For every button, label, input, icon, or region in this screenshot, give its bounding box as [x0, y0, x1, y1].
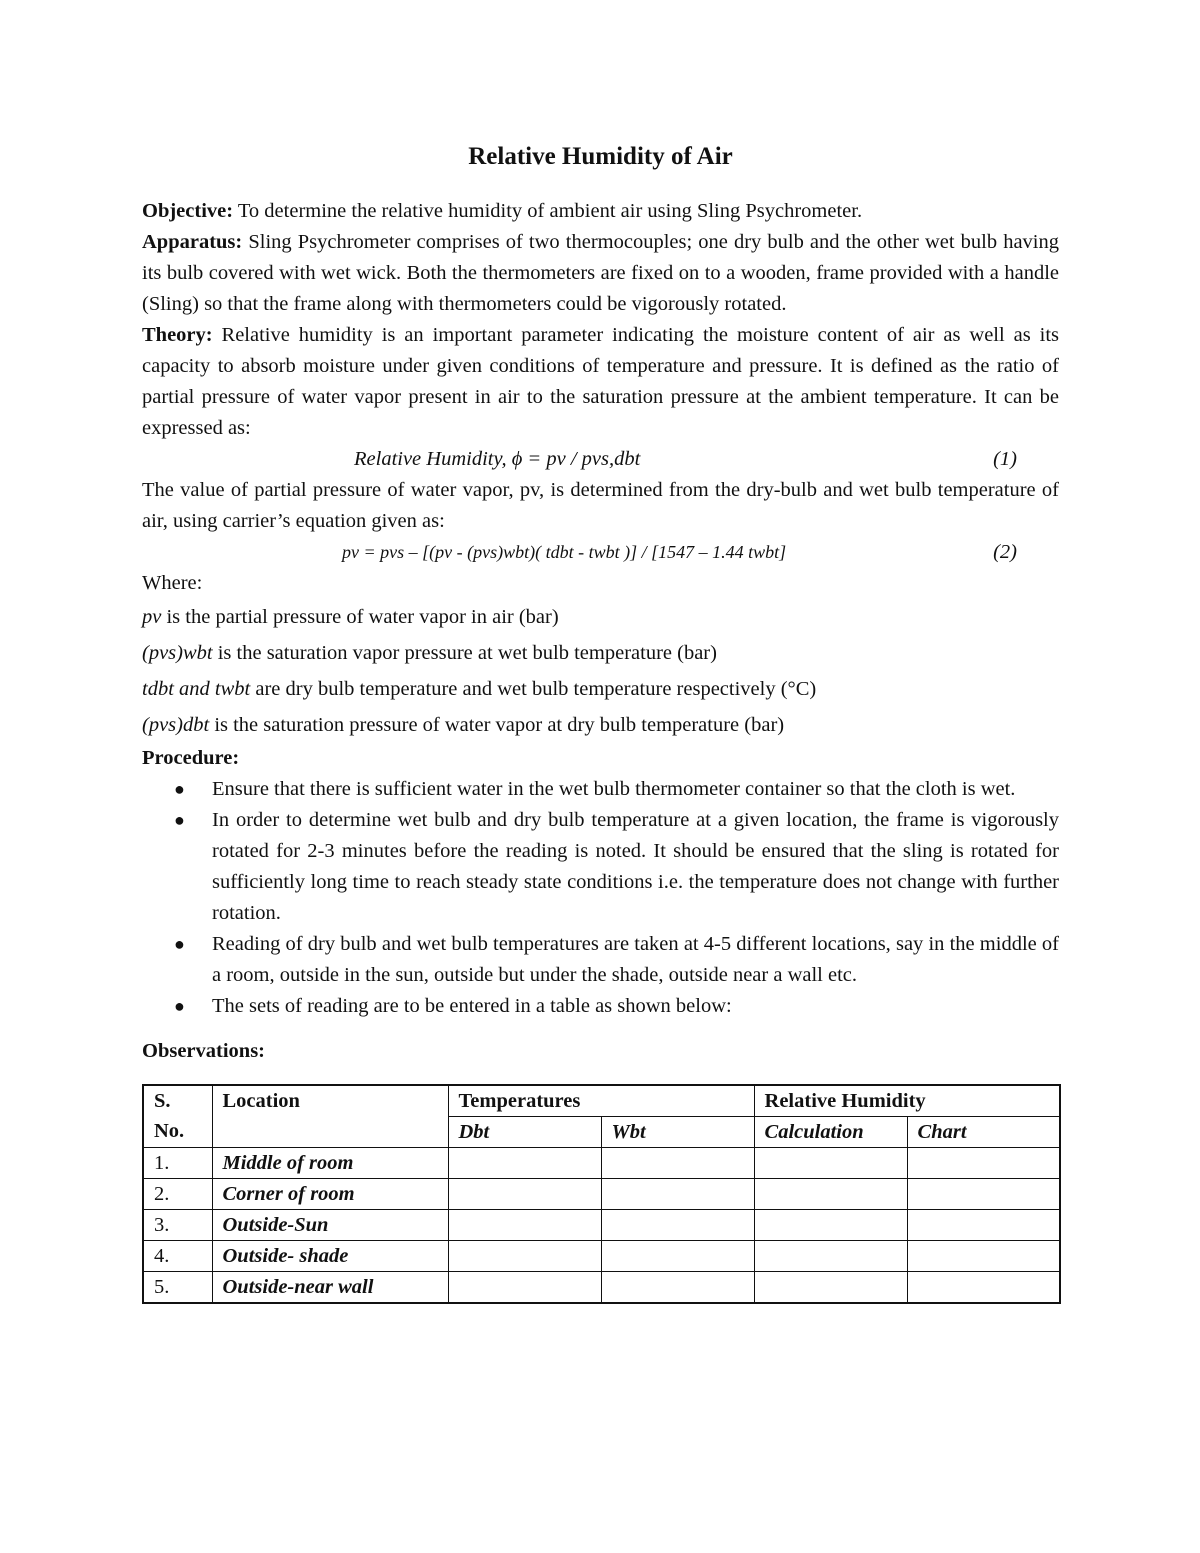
cell-sno: 3.	[143, 1210, 212, 1241]
definition-item	[142, 599, 1059, 635]
theory-text: Relative humidity is an important parameter indicating the moisture content of air as well as its capacity to absorb moisture under given conditions of temperature and pressure. It is defined as the ratio of partial pressure of water vapor present in air to the saturation pressure at the ambient temperature. It can be expressed as:	[142, 324, 1059, 439]
procedure-step-text: Reading of dry bulb and wet bulb temperatures are taken at 4-5 different locations, say in the middle of a room, outside in the sun, outside but under the shade, outside near a wall etc.	[212, 933, 1059, 986]
list-item	[142, 991, 1059, 1022]
definition-text: is the partial pressure of water vapor in air (bar)	[161, 606, 559, 628]
list-item	[142, 929, 1059, 991]
cell-sno: 1.	[143, 1148, 212, 1179]
equation-1	[142, 444, 1059, 475]
header-wbt: Wbt	[601, 1117, 754, 1148]
theory-label: Theory:	[142, 324, 213, 346]
list-item	[142, 774, 1059, 805]
observations-table	[142, 1084, 1061, 1304]
cell-chart	[907, 1179, 1060, 1210]
cell-location: Outside-Sun	[212, 1210, 448, 1241]
table-row	[143, 1179, 1060, 1210]
header-sno: S. No.	[143, 1085, 212, 1148]
equation-2-number: (2)	[993, 541, 1017, 563]
objective-text: To determine the relative humidity of ambient air using Sling Psychrometer.	[233, 200, 863, 222]
definition-item	[142, 635, 1059, 671]
cell-dbt	[448, 1241, 601, 1272]
cell-sno: 4.	[143, 1241, 212, 1272]
list-item	[142, 805, 1059, 929]
cell-wbt	[601, 1272, 754, 1304]
cell-chart	[907, 1241, 1060, 1272]
cell-dbt	[448, 1179, 601, 1210]
equation-1-number: (1)	[993, 448, 1017, 470]
cell-sno: 5.	[143, 1272, 212, 1304]
carrier-paragraph: The value of partial pressure of water vapor, pv, is determined from the dry-bulb and wet bulb temperature of air, using carrier’s equation given as:	[142, 479, 1059, 532]
procedure-label: Procedure:	[142, 747, 240, 769]
definition-text: is the saturation pressure of water vapor at dry bulb temperature (bar)	[209, 714, 785, 736]
header-relative-humidity: Relative Humidity	[754, 1085, 1060, 1117]
header-dbt: Dbt	[448, 1117, 601, 1148]
definition-symbol: (pvs)dbt	[142, 714, 210, 736]
definition-text: are dry bulb temperature and wet bulb temperature respectively (°C)	[250, 678, 817, 700]
apparatus-paragraph	[142, 227, 1059, 320]
cell-dbt	[448, 1210, 601, 1241]
definition-symbol: tdbt and twbt	[142, 678, 251, 700]
cell-calculation	[754, 1148, 907, 1179]
cell-location: Outside- shade	[212, 1241, 448, 1272]
cell-location: Outside-near wall	[212, 1272, 448, 1304]
definition-text: is the saturation vapor pressure at wet bulb temperature (bar)	[212, 642, 717, 664]
cell-chart	[907, 1148, 1060, 1179]
definition-item	[142, 707, 1059, 743]
cell-location: Middle of room	[212, 1148, 448, 1179]
cell-dbt	[448, 1272, 601, 1304]
definition-item	[142, 671, 1059, 707]
cell-wbt	[601, 1148, 754, 1179]
page-title: Relative Humidity of Air	[468, 143, 733, 170]
cell-wbt	[601, 1179, 754, 1210]
cell-calculation	[754, 1210, 907, 1241]
definition-symbol: (pvs)wbt	[142, 642, 213, 664]
equation-1-body: Relative Humidity, ϕ = pv / pvs,dbt	[354, 448, 641, 470]
cell-dbt	[448, 1148, 601, 1179]
procedure-step-text: The sets of reading are to be entered in a table as shown below:	[212, 995, 732, 1017]
cell-sno: 2.	[143, 1179, 212, 1210]
procedure-step-text: In order to determine wet bulb and dry bulb temperature at a given location, the frame is vigorously rotated for 2-3 minutes before the reading is noted. It should be ensured that the sling is rotated for sufficiently long time to reach steady state conditions i.e. the temperature does not change with further rotation.	[212, 809, 1059, 924]
observations-label: Observations:	[142, 1040, 265, 1062]
header-chart: Chart	[907, 1117, 1060, 1148]
apparatus-label: Apparatus:	[142, 231, 243, 253]
cell-chart	[907, 1272, 1060, 1304]
bullet-icon: ●	[174, 810, 185, 830]
cell-calculation	[754, 1179, 907, 1210]
header-temperatures: Temperatures	[448, 1085, 754, 1117]
document-page	[142, 140, 1059, 1304]
objective-label: Objective:	[142, 200, 234, 222]
table-row	[143, 1210, 1060, 1241]
cell-location: Corner of room	[212, 1179, 448, 1210]
definition-symbol: pv	[142, 606, 162, 628]
bullet-icon: ●	[174, 934, 185, 954]
table-row	[143, 1272, 1060, 1304]
equation-2-body: pv = pvs – [(pv - (pvs)wbt)( tdbt - twbt )] / [1547 – 1.44 twbt]	[342, 542, 787, 562]
bullet-icon: ●	[174, 779, 185, 799]
table-row	[143, 1148, 1060, 1179]
objective-paragraph	[142, 196, 1059, 227]
header-calculation: Calculation	[754, 1117, 907, 1148]
table-row	[143, 1241, 1060, 1272]
cell-wbt	[601, 1241, 754, 1272]
procedure-list	[142, 774, 1059, 1022]
where-label: Where:	[142, 572, 203, 594]
procedure-step-text: Ensure that there is sufficient water in the wet bulb thermometer container so that the cloth is wet.	[212, 778, 1016, 800]
cell-chart	[907, 1210, 1060, 1241]
cell-calculation	[754, 1241, 907, 1272]
bullet-icon: ●	[174, 996, 185, 1016]
cell-wbt	[601, 1210, 754, 1241]
table-header-row	[143, 1085, 1060, 1117]
apparatus-text: Sling Psychrometer comprises of two thermocouples; one dry bulb and the other wet bulb having its bulb covered with wet wick. Both the thermometers are fixed on to a wooden, frame provided with a handle (Sling) so that the frame along with thermometers could be vigorously rotated.	[142, 231, 1059, 315]
header-location: Location	[212, 1085, 448, 1148]
equation-2	[142, 537, 1059, 568]
cell-calculation	[754, 1272, 907, 1304]
theory-paragraph	[142, 320, 1059, 444]
